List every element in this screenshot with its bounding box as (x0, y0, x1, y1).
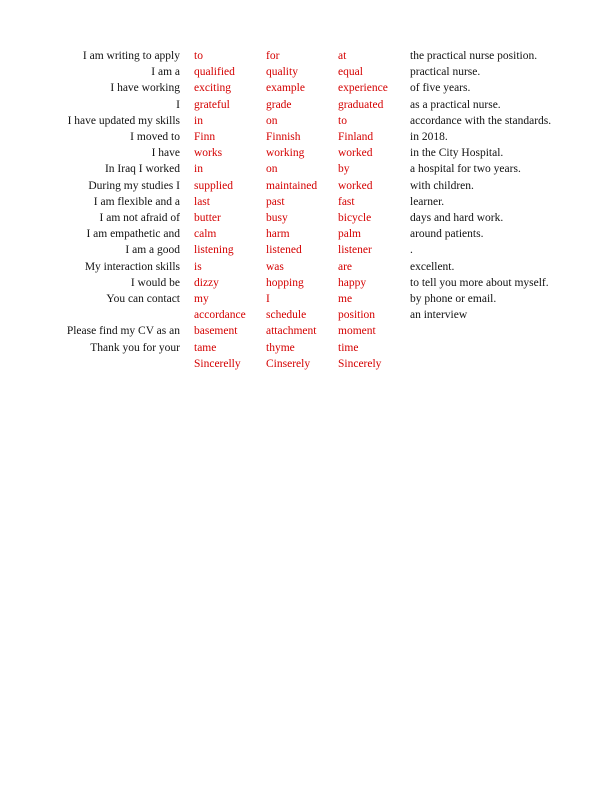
word-option-a[interactable]: qualified (194, 66, 235, 79)
word-option-c[interactable]: at (338, 50, 347, 62)
word-option-b[interactable]: attachment (266, 325, 317, 338)
sentence-start: My interaction skills (84, 260, 180, 273)
sentence-end: learner. (410, 195, 445, 208)
word-option-a[interactable]: supplied (194, 179, 233, 192)
sentence-end: an interview (410, 309, 468, 322)
word-option-c[interactable]: bicycle (338, 212, 372, 224)
sentence-start: I am flexible and a (93, 195, 180, 208)
word-option-c[interactable]: Sincerely (338, 357, 382, 370)
sentence-row (0, 323, 612, 339)
sentence-start: I moved to (130, 131, 180, 143)
word-option-c[interactable]: palm (338, 228, 361, 241)
sentence-row (0, 259, 612, 275)
word-option-b[interactable]: Cinserely (266, 357, 311, 370)
word-option-b[interactable]: schedule (266, 309, 307, 322)
sentence-end: by phone or email. (410, 293, 497, 305)
word-option-c[interactable]: experience (338, 82, 388, 95)
sentence-start: In Iraq I worked (104, 163, 180, 176)
word-option-b[interactable]: I (266, 293, 270, 305)
word-option-a[interactable]: grateful (194, 98, 230, 111)
sentence-start: I have working (110, 82, 180, 95)
sentence-row (0, 340, 612, 356)
sentence-start: I am writing to apply (82, 50, 180, 62)
word-option-c[interactable]: me (338, 293, 353, 305)
word-option-b[interactable]: grade (266, 98, 292, 111)
word-option-a[interactable]: works (194, 147, 223, 160)
word-option-c[interactable]: worked (338, 147, 373, 160)
word-option-a[interactable]: exciting (194, 82, 232, 95)
sentence-end: days and hard work. (410, 212, 504, 224)
sentence-row (0, 226, 612, 242)
word-option-c[interactable]: by (338, 163, 350, 176)
sentence-row (0, 307, 612, 323)
sentence-end: to tell you more about myself. (410, 276, 549, 289)
sentence-start: I am empathetic and (86, 228, 180, 241)
word-option-c[interactable]: Finland (338, 131, 374, 143)
sentence-end: a hospital for two years. (410, 163, 521, 176)
word-option-a[interactable]: basement (194, 325, 238, 338)
sentence-row (0, 291, 612, 307)
word-option-c[interactable]: time (338, 341, 359, 354)
word-option-a[interactable]: butter (194, 212, 221, 224)
word-option-b[interactable]: for (266, 50, 280, 62)
sentence-start: I (176, 98, 180, 111)
word-option-a[interactable]: calm (194, 228, 217, 241)
sentence-start: I am not afraid of (99, 212, 180, 224)
word-option-b[interactable]: listened (266, 244, 302, 257)
word-option-a[interactable]: listening (194, 244, 234, 257)
sentence-end: practical nurse. (410, 66, 481, 79)
word-option-c[interactable]: equal (338, 66, 363, 79)
sentence-row (0, 113, 612, 129)
sentence-start: I am a (151, 66, 180, 79)
word-option-c[interactable]: are (338, 260, 353, 273)
sentence-row (0, 161, 612, 177)
sentence-end: around patients. (410, 228, 484, 241)
sentence-start: During my studies I (88, 179, 180, 192)
word-option-c[interactable]: position (338, 309, 376, 322)
sentence-row (0, 275, 612, 291)
word-option-b[interactable]: maintained (266, 179, 318, 192)
word-option-a[interactable]: accordance (194, 309, 246, 322)
word-option-b[interactable]: working (266, 147, 305, 160)
sentence-row (0, 242, 612, 258)
word-option-b[interactable]: on (266, 163, 278, 176)
sentence-end: as a practical nurse. (410, 98, 501, 111)
sentence-start: Thank you for your (90, 341, 180, 354)
sentence-end: in 2018. (410, 131, 448, 143)
word-option-a[interactable]: Finn (194, 131, 216, 143)
word-option-c[interactable]: moment (338, 325, 376, 338)
sentence-row (0, 210, 612, 226)
word-option-a[interactable]: in (194, 114, 203, 127)
sentence-end: accordance with the standards. (410, 114, 552, 127)
sentence-end: . (410, 244, 413, 257)
word-option-c[interactable]: happy (338, 276, 367, 289)
word-option-b[interactable]: was (266, 260, 284, 273)
sentence-row (0, 145, 612, 161)
word-option-b[interactable]: quality (266, 66, 298, 79)
sentence-start: I would be (130, 276, 180, 289)
word-option-c[interactable]: fast (338, 195, 355, 208)
sentence-row (0, 97, 612, 113)
word-option-a[interactable]: to (194, 50, 203, 62)
word-option-c[interactable]: worked (338, 179, 373, 192)
sentence-start: I have (151, 147, 180, 160)
sentence-row (0, 129, 612, 145)
word-option-b[interactable]: Finnish (266, 131, 301, 143)
word-option-b[interactable]: busy (266, 212, 288, 224)
word-option-c[interactable]: listener (338, 244, 372, 257)
sentence-row (0, 178, 612, 194)
sentence-end: excellent. (410, 260, 455, 273)
word-option-a[interactable]: tame (194, 341, 217, 354)
sentence-row (0, 194, 612, 210)
word-option-a[interactable]: Sincerelly (194, 357, 241, 370)
sentence-row (0, 356, 612, 372)
sentence-start: I am a good (125, 244, 180, 257)
sentence-end: with children. (410, 179, 474, 192)
word-option-a[interactable]: last (194, 195, 210, 208)
word-option-c[interactable]: to (338, 114, 347, 127)
sentence-row (0, 80, 612, 96)
sentence-row (0, 48, 612, 64)
sentence-row (0, 64, 612, 80)
word-option-b[interactable]: harm (266, 228, 290, 241)
sentence-end: of five years. (410, 82, 471, 95)
word-option-a[interactable]: dizzy (194, 276, 219, 289)
word-option-b[interactable]: example (266, 82, 305, 95)
word-option-b[interactable]: hopping (266, 276, 304, 289)
sentence-start: I have updated my skills (67, 114, 180, 127)
word-option-c[interactable]: graduated (338, 98, 384, 111)
sentence-start: Please find my CV as an (66, 325, 180, 338)
word-option-a[interactable]: my (194, 293, 209, 305)
word-option-b[interactable]: thyme (266, 341, 295, 354)
word-option-b[interactable]: past (266, 195, 285, 208)
word-option-a[interactable]: in (194, 163, 203, 176)
sentence-end: in the City Hospital. (410, 147, 504, 160)
word-option-b[interactable]: on (266, 114, 278, 127)
sentence-end: the practical nurse position. (410, 50, 538, 62)
word-option-a[interactable]: is (194, 260, 202, 273)
sentence-start: You can contact (106, 293, 180, 305)
